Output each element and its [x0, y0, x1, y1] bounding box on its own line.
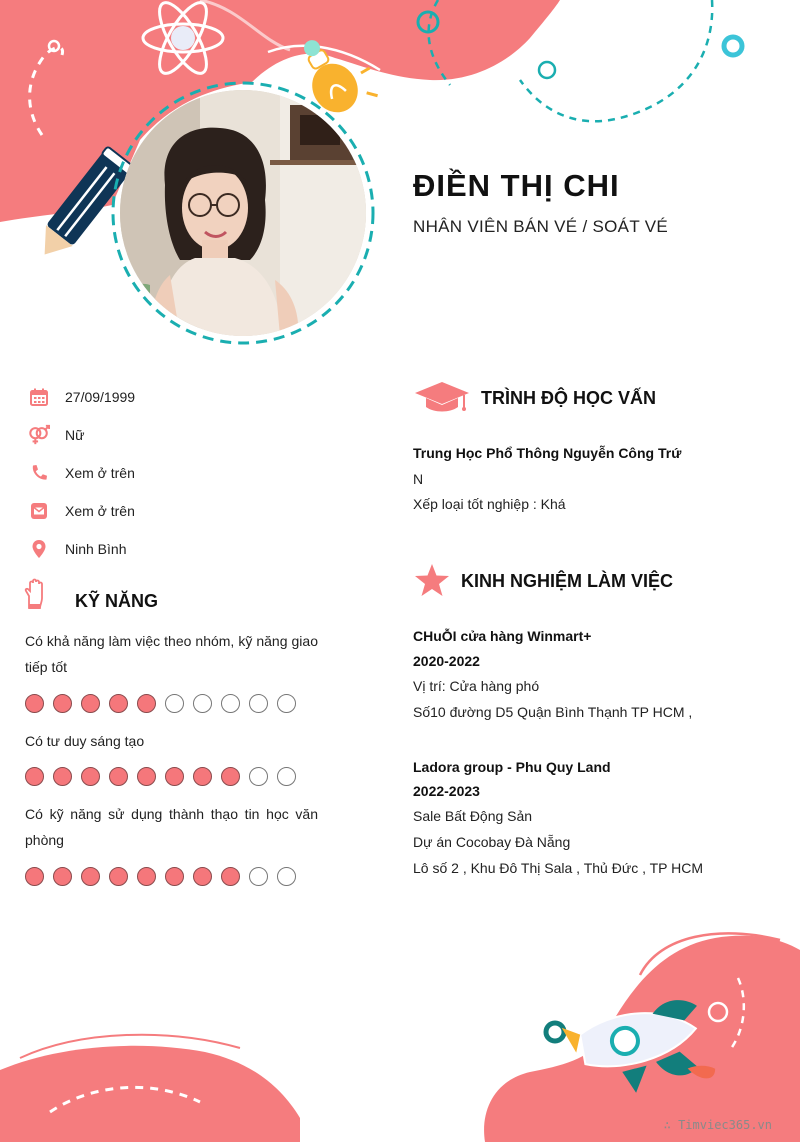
experience-heading: KINH NGHIỆM LÀM VIỆC — [461, 571, 674, 591]
email-value: Xem ở trên — [65, 503, 135, 519]
gender-icon — [28, 424, 50, 446]
job-1-line-1: Vị trí: Cửa hàng phó — [413, 678, 540, 694]
info-gender — [28, 423, 85, 447]
info-address — [28, 537, 127, 561]
rating-dot-filled — [25, 767, 44, 786]
rating-dot-empty — [249, 867, 268, 886]
job-2-company: Ladora group - Phu Quy Land — [413, 759, 611, 775]
skills-heading: KỸ NĂNG — [75, 591, 159, 611]
job-2-line-3: Lô số 2 , Khu Đô Thị Sala , Thủ Đức , TP HCM — [413, 860, 704, 876]
skill-1-rating — [25, 694, 296, 713]
job-2-line-2: Dự án Cocobay Đà Nẵng — [413, 834, 571, 850]
rating-dot-empty — [165, 694, 184, 713]
phone-icon — [28, 462, 50, 484]
star-icon — [414, 563, 450, 602]
rating-dot-filled — [165, 867, 184, 886]
hand-icon — [24, 578, 48, 615]
rating-dot-filled — [53, 767, 72, 786]
rating-dot-filled — [165, 767, 184, 786]
skill-2-text: Có tư duy sáng tạo — [25, 733, 145, 749]
rating-dot-empty — [249, 767, 268, 786]
rating-dot-filled — [109, 767, 128, 786]
rating-dot-filled — [221, 867, 240, 886]
candidate-name: ĐIỀN THỊ CHI — [413, 168, 620, 203]
profile-photo — [120, 90, 366, 336]
phone-value: Xem ở trên — [65, 465, 135, 481]
job-title: NHÂN VIÊN BÁN VÉ / SOÁT VÉ — [413, 217, 668, 236]
education-school: Trung Học Phổ Thông Nguyễn Công Trứ — [413, 445, 682, 461]
rating-dot-filled — [81, 867, 100, 886]
education-heading: TRÌNH ĐỘ HỌC VẤN — [481, 388, 656, 408]
job-1-line-2: Số10 đường D5 Quận Bình Thạnh TP HCM , — [413, 704, 693, 720]
skill-3-text: Có kỹ năng sử dụng thành thạo tin học văn phòng — [25, 806, 318, 848]
rating-dot-filled — [53, 867, 72, 886]
rating-dot-filled — [109, 694, 128, 713]
job-1-period: 2020-2022 — [413, 653, 480, 669]
location-icon — [28, 538, 50, 560]
rating-dot-filled — [109, 867, 128, 886]
rating-dot-filled — [25, 867, 44, 886]
info-birthday — [28, 385, 136, 409]
calendar-icon — [28, 386, 50, 408]
email-icon — [28, 500, 50, 522]
info-email — [28, 499, 135, 523]
rating-dot-filled — [53, 694, 72, 713]
skill-2-rating — [25, 767, 296, 786]
rating-dot-filled — [81, 767, 100, 786]
rating-dot-filled — [193, 767, 212, 786]
rating-dot-empty — [277, 694, 296, 713]
rating-dot-empty — [249, 694, 268, 713]
rating-dot-filled — [25, 694, 44, 713]
job-1-company: CHuỖI cửa hàng Winmart+ — [413, 628, 592, 644]
rating-dot-filled — [137, 767, 156, 786]
rating-dot-empty — [277, 867, 296, 886]
info-phone — [28, 461, 135, 485]
address-value: Ninh Bình — [65, 541, 127, 557]
rating-dot-filled — [137, 867, 156, 886]
rating-dot-empty — [221, 694, 240, 713]
job-2-line-1: Sale Bất Động Sản — [413, 808, 533, 824]
rating-dot-filled — [137, 694, 156, 713]
rating-dot-filled — [193, 867, 212, 886]
rating-dot-filled — [221, 767, 240, 786]
birthday-value: 27/09/1999 — [65, 389, 136, 405]
graduation-cap-icon — [414, 380, 470, 419]
gender-value: Nữ — [65, 427, 85, 443]
footer-brand: ∴ Timviec365.vn — [663, 1118, 772, 1132]
job-2-period: 2022-2023 — [413, 783, 480, 799]
education-grade: Xếp loại tốt nghiệp : Khá — [413, 496, 566, 512]
rating-dot-filled — [81, 694, 100, 713]
education-line2: N — [413, 471, 424, 487]
rating-dot-empty — [277, 767, 296, 786]
rating-dot-empty — [193, 694, 212, 713]
skill-3-rating — [25, 867, 296, 886]
skill-1-text: Có khả năng làm việc theo nhóm, kỹ năng giao tiếp tốt — [25, 633, 318, 675]
